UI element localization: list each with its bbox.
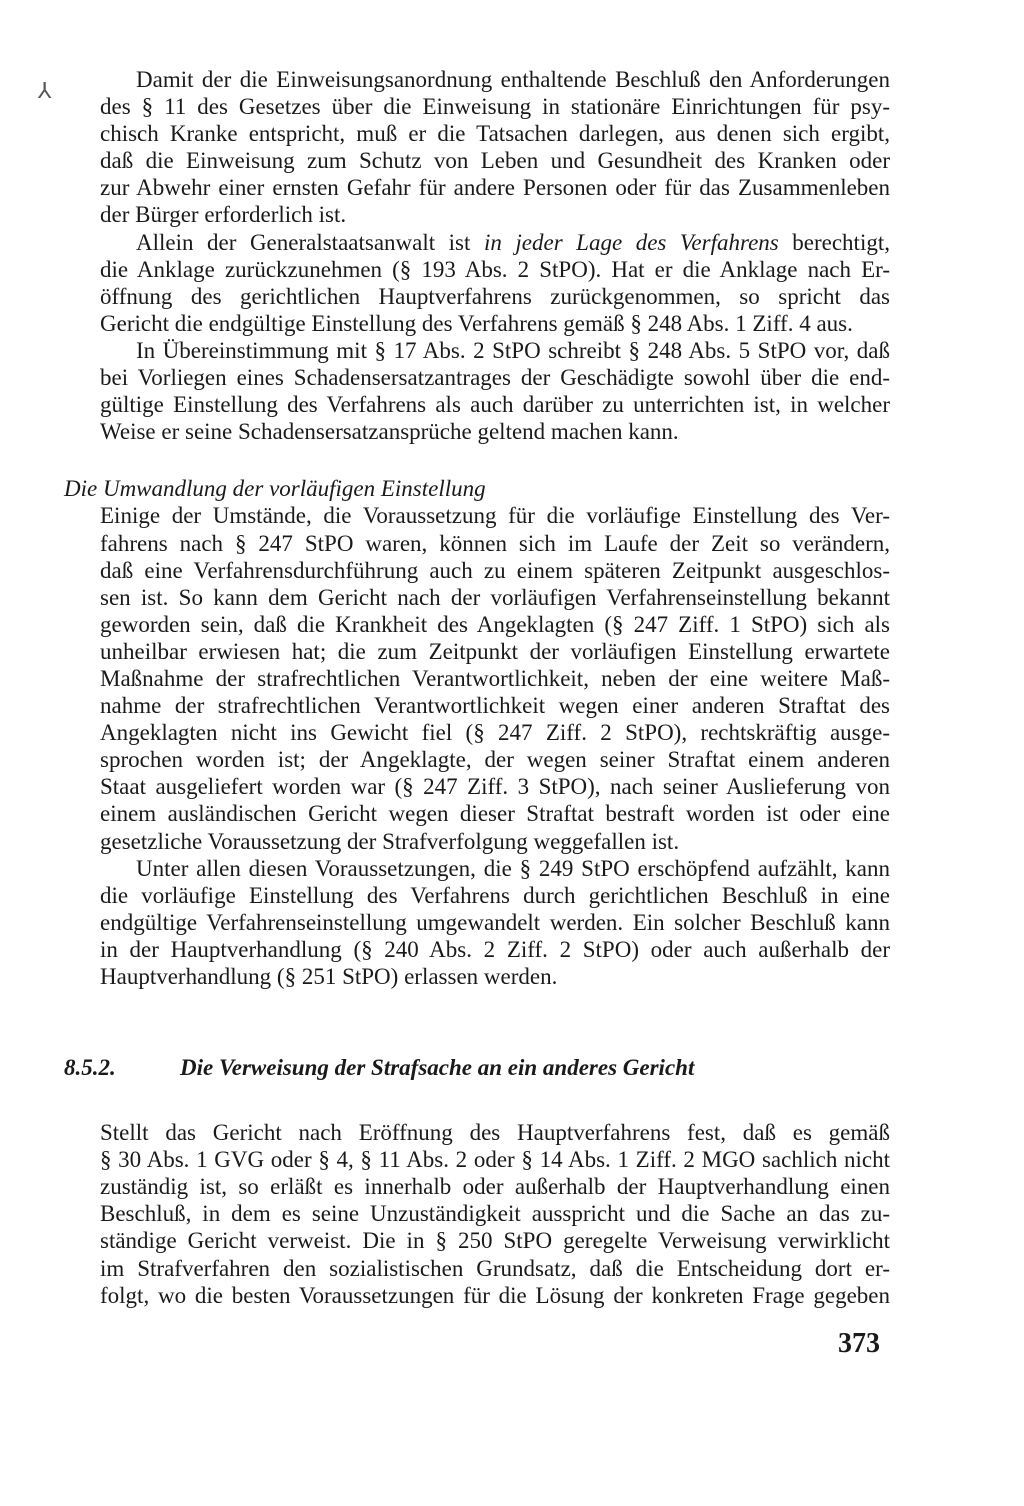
text-line: geworden sein, daß die Krankheit des Angeklagten (§ 247 Ziff. 1 StPO) sich als — [100, 611, 890, 637]
text-line: ständige Gericht verweist. Die in § 250 StPO geregelte Verweisung verwirklicht — [100, 1228, 890, 1254]
paragraph — [64, 1119, 890, 1309]
paragraph — [64, 66, 890, 229]
paragraph — [64, 229, 890, 337]
text-line: fahrens nach § 247 StPO waren, können sich im Laufe der Zeit so verändern, — [100, 530, 890, 556]
paragraph — [64, 855, 890, 990]
text-line: daß die Einweisung zum Schutz von Leben und Gesundheit des Kranken oder — [100, 148, 890, 174]
text-line: Staat ausgeliefert worden war (§ 247 Ziff. 3 StPO), nach seiner Auslieferung von — [100, 774, 890, 800]
text-line: Unter allen diesen Voraussetzungen, die § 249 StPO erschöpfend aufzählt, kann — [136, 855, 890, 881]
text-line: gesetzliche Voraussetzung der Strafverfolgung weggefallen ist. — [100, 828, 680, 854]
text-line: unheilbar erwiesen hat; die zum Zeitpunkt der vorläufigen Einstellung erwartete — [100, 638, 890, 664]
text-line: im Strafverfahren den sozialistischen Grundsatz, daß die Entscheidung dort er- — [100, 1255, 890, 1281]
subheading: Die Umwandlung der vorläufigen Einstellung — [64, 476, 486, 502]
text-line: gültige Einstellung des Verfahrens als auch darüber zu unterrichten ist, in welcher — [100, 392, 890, 418]
text-line: Damit der die Einweisungsanordnung enthaltende Beschluß den Anforderungen — [136, 67, 890, 92]
text-line: daß eine Verfahrensdurchführung auch zu einem späteren Zeitpunkt ausgeschlos- — [100, 557, 890, 583]
text-line: folgt, wo die besten Voraussetzungen für die Lösung der konkreten Frage gegeben — [100, 1282, 890, 1308]
text-line: chisch Kranke entspricht, muß er die Tatsachen darlegen, aus denen sich ergibt, — [100, 121, 890, 147]
text-line: Gericht die endgültige Einstellung des Verfahrens gemäß § 248 Abs. 1 Ziff. 4 aus. — [100, 310, 853, 336]
text-line: zur Abwehr einer ernsten Gefahr für andere Personen oder für das Zusammenleben — [100, 175, 890, 201]
paragraph — [64, 337, 890, 445]
text-line: sprochen worden ist; der Angeklagte, der wegen seiner Straftat einem anderen — [100, 747, 890, 773]
text-line: einem ausländischen Gericht wegen dieser Straftat bestraft worden ist oder eine — [100, 801, 890, 827]
text-line: Hauptverhandlung (§ 251 StPO) erlassen werden. — [100, 964, 558, 989]
section-heading — [64, 1054, 890, 1081]
text-line: die vorläufige Einstellung des Verfahrens durch gerichtlichen Beschluß in eine — [100, 882, 890, 908]
text-line: Maßnahme der strafrechtlichen Verantwortlichkeit, neben der eine weitere Maß- — [100, 665, 890, 691]
text-line: öffnung des gerichtlichen Hauptverfahrens zurückgenommen, so spricht das — [100, 283, 890, 309]
text-line: der Bürger erforderlich ist. — [100, 202, 347, 228]
text-block-2 — [64, 502, 890, 990]
text-line: des § 11 des Gesetzes über die Einweisung in stationäre Einrichtungen für psy- — [100, 94, 890, 120]
text-line: bei Vorliegen eines Schadensersatzantrages der Geschädigte sowohl über die end- — [100, 365, 890, 391]
text-line: Einige der Umstände, die Voraussetzung für die vorläufige Einstellung des Ver- — [100, 503, 890, 529]
text-line: Beschluß, in dem es seine Unzuständigkeit ausspricht und die Sache an das zu- — [100, 1201, 890, 1227]
page-body — [64, 66, 890, 1309]
text-line: § 30 Abs. 1 GVG oder § 4, § 11 Abs. 2 oder § 14 Abs. 1 Ziff. 2 MGO sachlich nicht — [100, 1147, 890, 1173]
text-line: nahme der strafrechtlichen Verantwortlichkeit wegen einer anderen Straftat des — [100, 693, 890, 719]
text-line: Angeklagten nicht ins Gewicht fiel (§ 247 Ziff. 2 StPO), rechtskräftig ausge- — [100, 720, 890, 746]
text-line: In Übereinstimmung mit § 17 Abs. 2 StPO schreibt § 248 Abs. 5 StPO vor, daß — [136, 337, 890, 363]
text-line: die Anklage zurückzunehmen (§ 193 Abs. 2 StPO). Hat er die Anklage nach Er- — [100, 256, 890, 282]
paragraph — [64, 502, 890, 854]
text-line: zuständig ist, so erläßt es innerhalb oder außerhalb der Hauptverhandlung einen — [100, 1174, 890, 1200]
section-number: 8.5.2. — [64, 1055, 116, 1081]
text-line: Allein der Generalstaatsanwalt ist in jeder Lage des Verfahrens berechtigt, — [136, 229, 890, 255]
text-line: in der Hauptverhandlung (§ 240 Abs. 2 Ziff. 2 StPO) oder auch außerhalb der — [100, 936, 890, 962]
text-line: Weise er seine Schadensersatzansprüche geltend machen kann. — [100, 419, 679, 445]
page-number: 373 — [838, 1328, 880, 1359]
text-block-1 — [64, 66, 890, 445]
section-title: Die Verweisung der Strafsache an ein anderes Gericht — [180, 1055, 695, 1081]
emphasis: in jeder Lage des Verfahrens — [483, 229, 779, 255]
text-line: Stellt das Gericht nach Eröffnung des Hauptverfahrens fest, daß es gemäß — [100, 1120, 890, 1146]
text-line: endgültige Verfahrenseinstellung umgewandelt werden. Ein solcher Beschluß kann — [100, 909, 890, 935]
text-line: sen ist. So kann dem Gericht nach der vorläufigen Verfahrenseinstellung bekannt — [100, 584, 890, 610]
margin-annotation-mark: ⅄ — [38, 78, 52, 103]
text-block-3 — [64, 1119, 890, 1309]
